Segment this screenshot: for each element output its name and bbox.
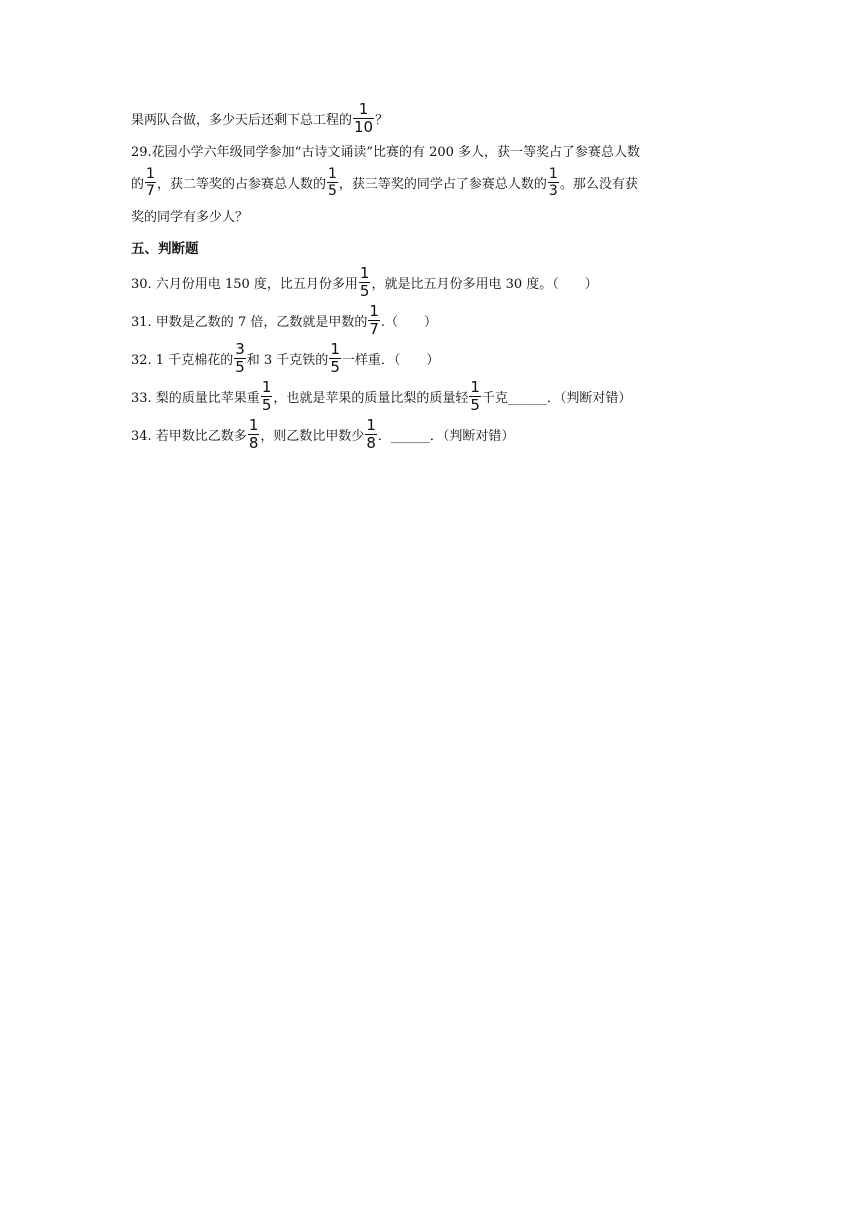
q29-f1-num: 1 <box>146 165 155 182</box>
q29-line3-text: 奖的同学有多少人？ <box>131 209 249 225</box>
section-heading <box>131 230 199 264</box>
q33-f2-den: 5 <box>470 395 480 414</box>
q30-line <box>131 265 598 299</box>
q29-line1-text: 29.花园小学六年级同学参加“古诗文诵读”比赛的有 200 多人，获一等奖占了参赛总人数 <box>131 144 641 160</box>
q34-line <box>131 417 514 451</box>
q28-frac-num: 1 <box>358 99 369 118</box>
q29-text-a: 的 <box>131 176 145 192</box>
q31-f-den: 7 <box>369 319 379 338</box>
q29-fraction-3 <box>548 167 559 198</box>
q30-f-den: 5 <box>359 281 370 300</box>
q33-line <box>131 379 631 413</box>
q34-fraction-1 <box>248 415 260 452</box>
q30-text-a: 30. 六月份用电 150 度，比五月份多用 <box>131 276 358 292</box>
q34-f1-den: 8 <box>248 433 259 452</box>
q34-f1-num: 1 <box>248 415 259 434</box>
q29-f3-den: 3 <box>548 182 558 199</box>
q33-text-b: ，也就是苹果的质量比梨的质量轻 <box>273 390 469 406</box>
q31-fraction <box>368 301 380 338</box>
q31-text-b: .（ ） <box>380 314 438 330</box>
q29-fraction-2 <box>327 167 338 198</box>
q32-f1-num: 3 <box>235 339 245 358</box>
q29-f2-num: 1 <box>327 165 337 182</box>
q28-tail-line <box>131 101 388 135</box>
q28-fraction <box>353 99 374 136</box>
section-title: 五、判断题 <box>131 241 199 257</box>
q29-line-2 <box>131 165 638 199</box>
q32-f2-den: 5 <box>330 357 340 376</box>
q34-text-b: ，则乙数比甲数少 <box>260 428 365 444</box>
q29-f1-den: 7 <box>146 182 155 199</box>
q33-text-a: 33. 梨的质量比苹果重 <box>131 390 260 406</box>
q29-text-d: 。那么没有获 <box>559 176 638 192</box>
q32-fraction-1 <box>234 339 246 376</box>
q33-f1-den: 5 <box>261 395 272 414</box>
q30-fraction <box>359 263 371 300</box>
q29-text-c: ，获三等奖的同学占了参赛总人数的 <box>338 176 547 192</box>
q28-text: 果两队合做，多少天后还剩下总工程的 <box>131 112 353 128</box>
q34-text-a: 34. 若甲数比乙数多 <box>131 428 247 444</box>
q29-f3-num: 1 <box>548 165 558 182</box>
q29-f2-den: 5 <box>327 182 337 199</box>
q32-text-c: 一样重．（ ） <box>341 352 440 368</box>
q32-text-b: 和 3 千克铁的 <box>246 352 329 368</box>
q31-f-num: 1 <box>369 301 379 320</box>
q33-f2-num: 1 <box>470 377 480 396</box>
q34-fraction-2 <box>365 415 377 452</box>
q32-line <box>131 341 439 375</box>
q29-line-1 <box>131 133 640 167</box>
q31-text-a: 31. 甲数是乙数的 7 倍，乙数就是甲数的 <box>131 314 368 330</box>
q31-line <box>131 303 437 337</box>
q30-text-b: ，就是比五月份多用电 30 度。（ ） <box>371 276 598 292</box>
q29-fraction-1 <box>145 167 156 198</box>
q33-f1-num: 1 <box>261 377 272 396</box>
q29-line-3 <box>131 198 248 232</box>
q32-f2-num: 1 <box>330 339 340 358</box>
q28-frac-den: 10 <box>354 117 374 136</box>
q28-end: ？ <box>375 112 389 128</box>
q33-fraction-1 <box>261 377 273 414</box>
q33-fraction-2 <box>469 377 481 414</box>
q32-f1-den: 5 <box>235 357 245 376</box>
q30-f-num: 1 <box>359 263 370 282</box>
q34-f2-num: 1 <box>366 415 376 434</box>
q32-text-a: 32. 1 千克棉花的 <box>131 352 234 368</box>
q34-f2-den: 8 <box>366 433 376 452</box>
q32-fraction-2 <box>329 339 341 376</box>
q33-text-c: 千克______．（判断对错） <box>481 390 632 406</box>
q29-text-b: ，获二等奖的占参赛总人数的 <box>156 176 326 192</box>
q34-text-c: ．______．（判断对错） <box>377 428 515 444</box>
